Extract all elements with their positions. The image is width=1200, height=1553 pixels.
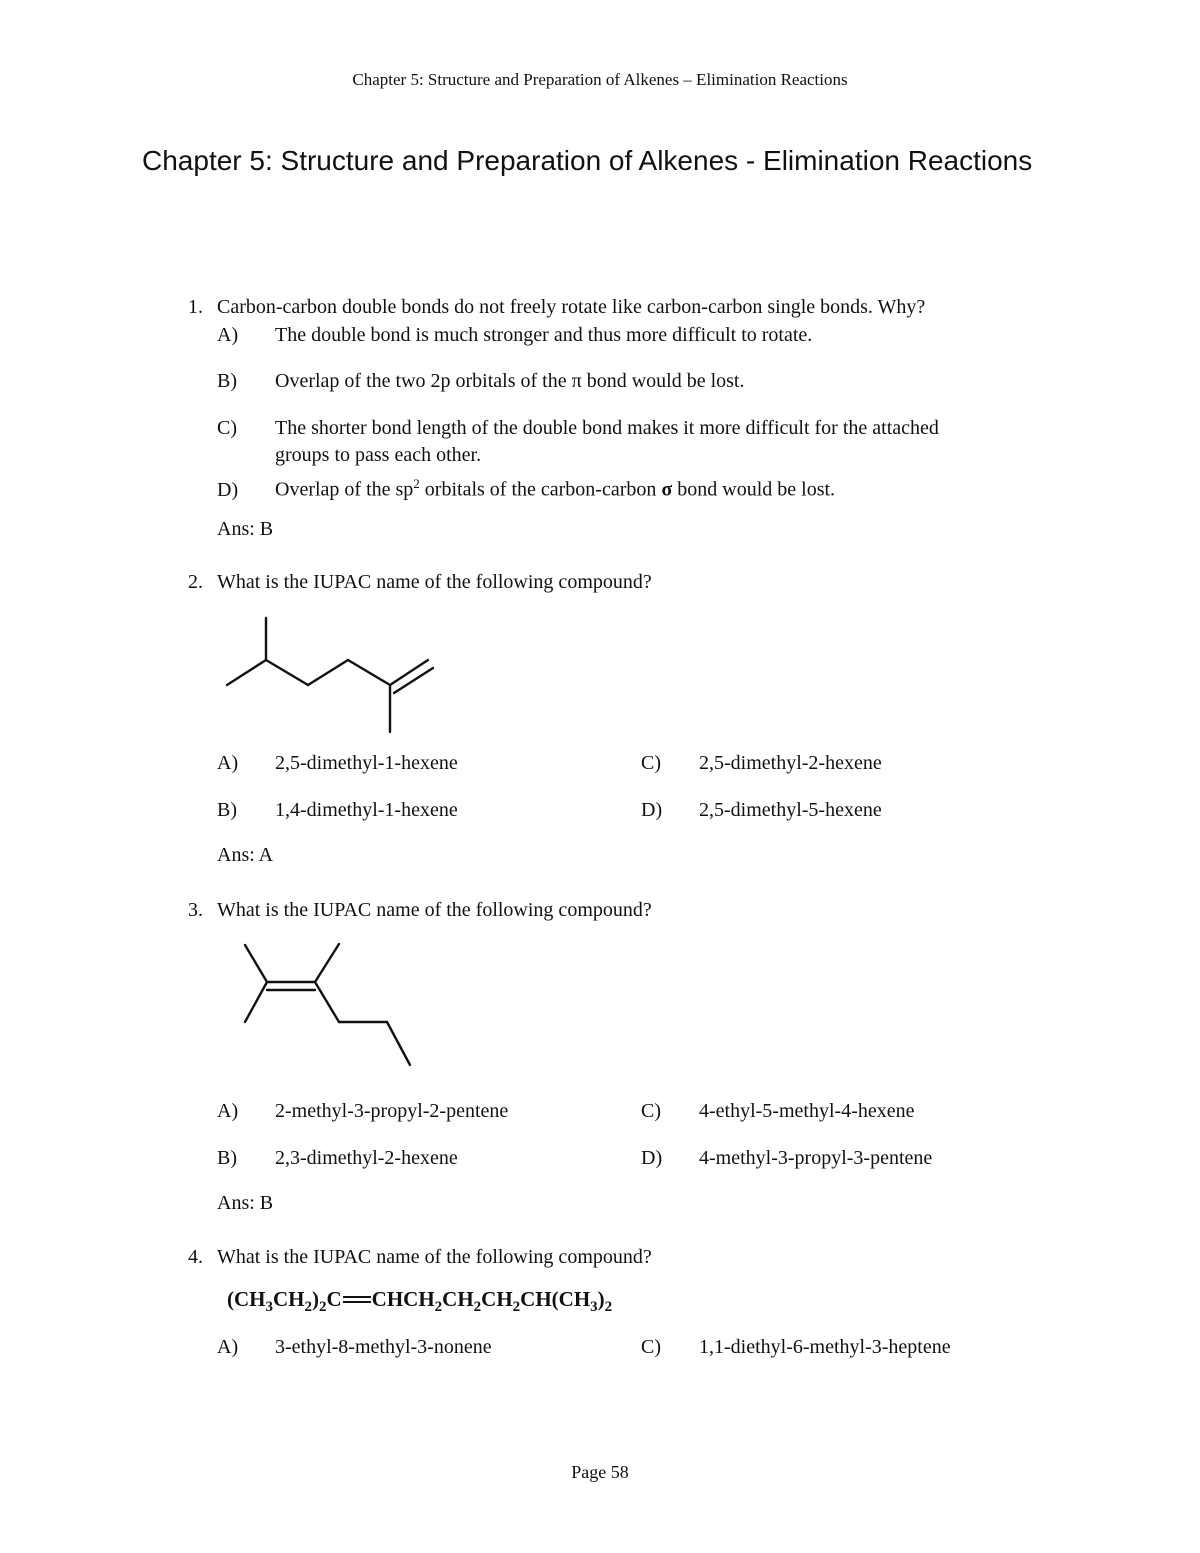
q2-answer: Ans: A	[217, 844, 274, 866]
bond	[227, 660, 266, 685]
q1-option-a	[217, 322, 812, 349]
question-number: 3.	[188, 899, 203, 921]
option-text: The shorter bond length of the double bond makes it more difficult for the attached groups to pass each other.	[275, 417, 939, 466]
question-text: What is the IUPAC name of the following compound?	[217, 899, 652, 921]
option-letter: C)	[641, 752, 661, 774]
q2-option-d	[641, 797, 882, 824]
formula-part: CH	[273, 1287, 305, 1311]
question-3	[188, 899, 652, 922]
q4-option-a	[217, 1334, 492, 1361]
option-text: 4-methyl-3-propyl-3-pentene	[699, 1147, 933, 1169]
formula-part: CH	[442, 1287, 474, 1311]
q1-option-c	[217, 415, 995, 469]
formula-part: )	[597, 1287, 605, 1311]
q3-option-d	[641, 1145, 932, 1172]
bond	[387, 1022, 410, 1065]
option-letter: B)	[217, 799, 237, 821]
bond	[348, 660, 390, 685]
bond	[315, 982, 339, 1022]
option-text-end: bond would be lost.	[672, 478, 836, 501]
q2-option-a	[217, 750, 458, 777]
option-text: 3-ethyl-8-methyl-3-nonene	[275, 1336, 492, 1358]
q1-option-b	[217, 368, 744, 395]
option-letter: A)	[217, 324, 239, 346]
q3-option-c	[641, 1098, 914, 1125]
bond	[308, 660, 348, 685]
formula-part: CH(CH	[520, 1287, 591, 1311]
double-bond-symbol	[343, 1296, 371, 1303]
q1-option-d	[217, 470, 835, 504]
option-text: 1,1-diethyl-6-methyl-3-heptene	[699, 1336, 951, 1358]
bond	[266, 660, 308, 685]
bond	[245, 945, 267, 982]
question-text: What is the IUPAC name of the following compound?	[217, 571, 652, 593]
q3-option-b	[217, 1145, 458, 1172]
question-number: 4.	[188, 1246, 203, 1268]
q4-option-c	[641, 1334, 951, 1361]
sigma-symbol: σ	[661, 478, 673, 501]
condensed-formula	[227, 1287, 612, 1316]
question-text: Carbon-carbon double bonds do not freely rotate like carbon-carbon single bonds. Why?	[217, 296, 926, 318]
question-4	[188, 1246, 652, 1269]
question-1	[188, 296, 925, 319]
q2-structure-diagram	[220, 610, 450, 740]
formula-part: (CH	[227, 1287, 266, 1311]
option-letter: C)	[641, 1100, 661, 1122]
formula-part: CH	[481, 1287, 513, 1311]
option-letter: A)	[217, 1336, 239, 1358]
bond	[315, 944, 339, 982]
formula-subscript: 2	[604, 1299, 613, 1316]
option-letter: C)	[217, 417, 237, 439]
option-text: 2,5-dimethyl-1-hexene	[275, 752, 458, 774]
option-letter: A)	[217, 1100, 239, 1122]
option-text: The double bond is much stronger and thus more difficult to rotate.	[275, 324, 813, 346]
formula-subscript: 2	[512, 1299, 521, 1316]
chapter-title: Chapter 5: Structure and Preparation of Alkenes - Elimination Reactions	[142, 145, 1033, 176]
option-text: 2,5-dimethyl-2-hexene	[699, 752, 882, 774]
option-letter: D)	[641, 799, 663, 821]
option-text: Overlap of the two 2p orbitals of the	[275, 370, 572, 392]
question-number: 2.	[188, 571, 203, 593]
formula-subscript: 3	[590, 1299, 598, 1316]
running-header: Chapter 5: Structure and Preparation of Alkenes – Elimination Reactions	[352, 70, 848, 89]
pi-symbol: π	[571, 370, 582, 392]
option-text-middle: orbitals of the carbon-carbon	[419, 478, 662, 501]
option-letter: B)	[217, 370, 237, 392]
option-text: Overlap of the sp	[275, 478, 414, 501]
formula-subscript: 2	[304, 1299, 312, 1316]
formula-subscript: 2	[434, 1299, 443, 1316]
q1-answer: Ans: B	[217, 518, 274, 540]
question-2	[188, 571, 652, 594]
bond	[245, 982, 267, 1022]
option-text-end: bond would be lost.	[581, 370, 745, 392]
formula-part: )	[312, 1287, 319, 1311]
option-text: 2,3-dimethyl-2-hexene	[275, 1147, 458, 1169]
formula-part: CHCH	[371, 1287, 435, 1311]
formula-subscript: 2	[473, 1299, 482, 1316]
option-text: 2-methyl-3-propyl-2-pentene	[275, 1100, 509, 1122]
option-letter: D)	[641, 1147, 663, 1169]
superscript: 2	[413, 476, 420, 491]
option-letter: B)	[217, 1147, 237, 1169]
question-text: What is the IUPAC name of the following compound?	[217, 1246, 652, 1268]
page-number: Page 58	[571, 1462, 629, 1482]
formula-subscript: 2	[319, 1299, 327, 1316]
q2-option-b	[217, 797, 458, 824]
formula-subscript: 3	[265, 1299, 273, 1316]
question-number: 1.	[188, 296, 203, 318]
option-text: 1,4-dimethyl-1-hexene	[275, 799, 458, 821]
q2-option-c	[641, 750, 882, 777]
formula-part: C	[326, 1287, 342, 1311]
option-letter: C)	[641, 1336, 661, 1358]
option-letter: A)	[217, 752, 239, 774]
option-text: 4-ethyl-5-methyl-4-hexene	[699, 1100, 915, 1122]
q3-answer: Ans: B	[217, 1192, 274, 1214]
option-text: 2,5-dimethyl-5-hexene	[699, 799, 882, 821]
double-bond	[394, 668, 433, 693]
double-bond	[390, 660, 428, 685]
q3-option-a	[217, 1098, 508, 1125]
option-letter: D)	[217, 478, 239, 501]
q3-structure-diagram	[235, 935, 425, 1075]
